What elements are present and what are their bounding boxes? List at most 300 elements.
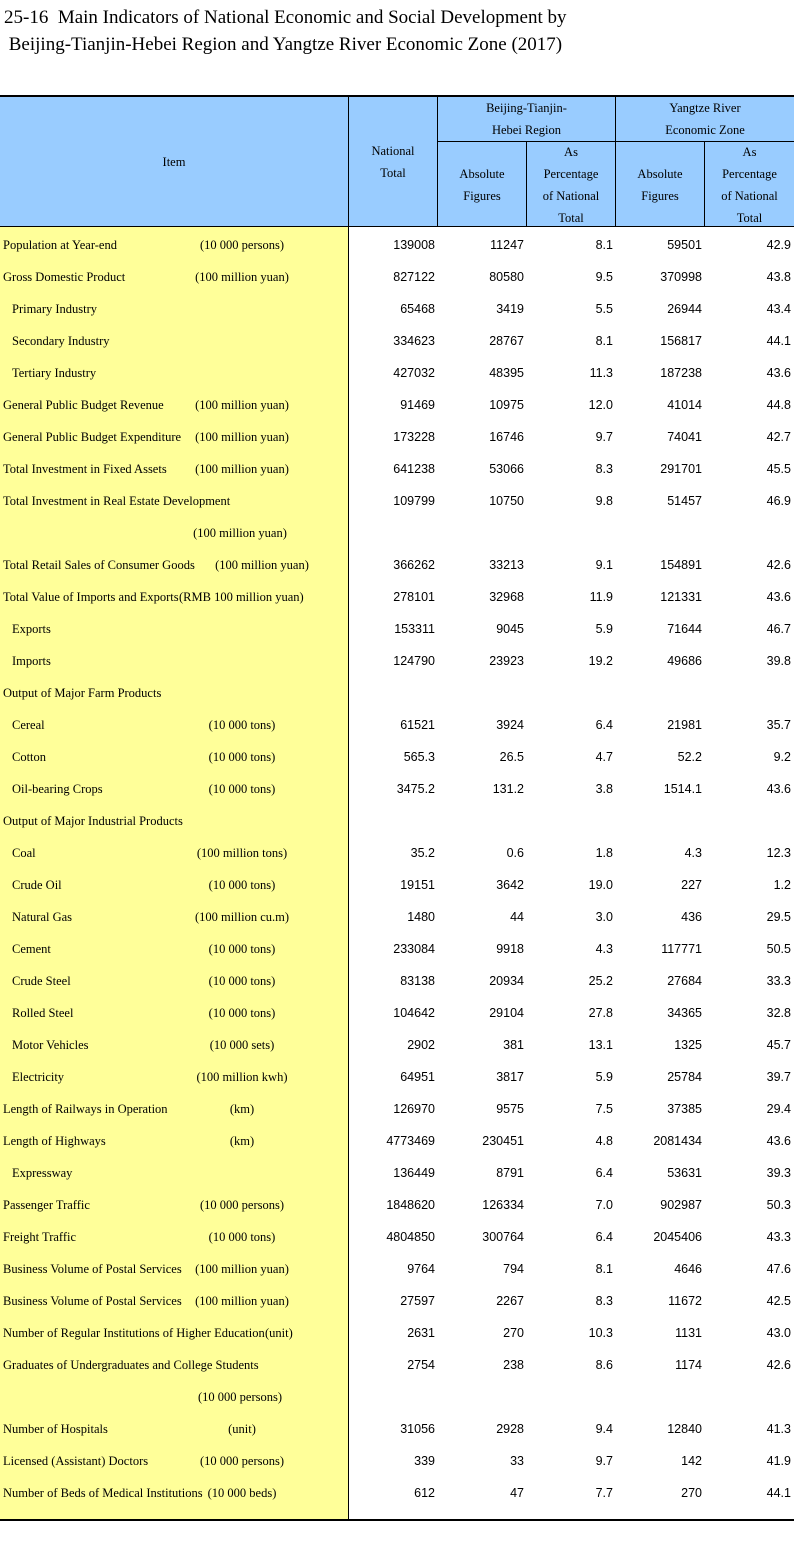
row-value: 35.2: [410, 846, 435, 860]
row-value: 142: [681, 1454, 702, 1468]
row-value: 339: [414, 1454, 435, 1468]
row-value: 9.1: [595, 558, 613, 572]
header-yangtze-absolute: Absolute Figures: [637, 166, 683, 203]
row-label: Graduates of Undergraduates and College Students: [3, 1358, 259, 1372]
row-unit: (100 million yuan): [193, 526, 287, 540]
row-value: 51457: [667, 494, 702, 508]
row-unit: (10 000 tons): [208, 878, 276, 892]
table-row: [0, 261, 794, 293]
row-value: 10975: [489, 398, 524, 412]
row-value: 300764: [482, 1230, 524, 1244]
row-unit: (100 million yuan): [195, 462, 289, 476]
row-value: 48395: [489, 366, 524, 380]
row-value: 2267: [496, 1294, 524, 1308]
row-value: 8.1: [595, 334, 613, 348]
table-row: [0, 741, 794, 773]
row-unit: (10 000 tons): [208, 750, 276, 764]
row-value: 10.3: [588, 1326, 613, 1340]
row-value: 43.8: [766, 270, 791, 284]
table-row: [0, 1157, 794, 1189]
row-label: Length of Railways in Operation: [3, 1102, 168, 1116]
row-value: 4.3: [684, 846, 702, 860]
row-value: 238: [503, 1358, 524, 1372]
row-value: 827122: [393, 270, 435, 284]
row-value: 121331: [660, 590, 702, 604]
row-value: 9.7: [595, 430, 613, 444]
row-value: 8.6: [595, 1358, 613, 1372]
row-value: 43.6: [766, 1134, 791, 1148]
row-unit: (100 million yuan): [215, 558, 309, 572]
table-title: [4, 4, 566, 58]
table-row: [0, 997, 794, 1029]
row-value: 270: [503, 1326, 524, 1340]
row-value: 2081434: [653, 1134, 702, 1148]
table-row: [0, 1125, 794, 1157]
row-value: 44.1: [766, 334, 791, 348]
table-row: [0, 549, 794, 581]
row-value: 44: [510, 910, 524, 924]
table-row: [0, 613, 794, 645]
row-value: 3475.2: [396, 782, 435, 796]
row-label: Oil-bearing Crops: [12, 782, 103, 796]
row-value: 50.3: [766, 1198, 791, 1212]
row-unit: (100 million yuan): [195, 430, 289, 444]
row-value: 43.4: [766, 302, 791, 316]
row-label: Total Retail Sales of Consumer Goods: [3, 558, 195, 572]
row-value: 4.8: [595, 1134, 613, 1148]
table-row: [0, 1189, 794, 1221]
row-value: 7.7: [595, 1486, 613, 1500]
row-value: 9.8: [595, 494, 613, 508]
table-row: [0, 357, 794, 389]
row-value: 9.7: [595, 1454, 613, 1468]
row-value: 37385: [667, 1102, 702, 1116]
row-label: Total Investment in Real Estate Development: [3, 494, 231, 508]
row-value: 5.9: [595, 1070, 613, 1084]
row-unit: (10 000 tons): [208, 718, 276, 732]
row-value: 26.5: [499, 750, 524, 764]
row-value: 1848620: [386, 1198, 435, 1212]
row-label: Gross Domestic Product: [3, 270, 126, 284]
row-label: Cereal: [12, 718, 45, 732]
row-value: 12.0: [588, 398, 613, 412]
table-row: [0, 1061, 794, 1093]
header-national-total: National Total: [371, 144, 415, 180]
row-value: 46.7: [766, 622, 791, 636]
row-value: 8.1: [595, 238, 613, 252]
row-label: Primary Industry: [12, 302, 98, 316]
row-value: 3.8: [595, 782, 613, 796]
row-value: 334623: [393, 334, 435, 348]
row-value: 104642: [393, 1006, 435, 1020]
table-row: [0, 709, 794, 741]
row-value: 59501: [667, 238, 702, 252]
row-value: 8.3: [595, 1294, 613, 1308]
row-value: 29104: [489, 1006, 524, 1020]
header-yangtze-percentage: As Percentage of National Total: [721, 144, 778, 225]
row-value: 11672: [668, 1294, 702, 1308]
row-value: 41.9: [766, 1454, 791, 1468]
row-value: 43.0: [766, 1326, 791, 1340]
row-value: 136449: [393, 1166, 435, 1180]
row-value: 156817: [660, 334, 702, 348]
row-value: 370998: [660, 270, 702, 284]
divider: [704, 142, 705, 227]
row-label: Licensed (Assistant) Doctors: [3, 1454, 149, 1468]
row-value: 126970: [393, 1102, 435, 1116]
table-row: [0, 517, 794, 549]
title-line-2: Beijing-Tianjin-Hebei Region and Yangtze River Economic Zone (2017): [4, 34, 563, 55]
row-unit: (RMB 100 million yuan): [179, 590, 304, 604]
row-value: 44.1: [766, 1486, 791, 1500]
row-unit: (10 000 persons): [199, 1198, 284, 1212]
table-row: [0, 869, 794, 901]
divider: [437, 97, 438, 227]
row-value: 80580: [489, 270, 524, 284]
row-value: 42.7: [766, 430, 791, 444]
row-label: Secondary Industry: [12, 334, 110, 348]
row-value: 4.7: [595, 750, 613, 764]
row-value: 9.4: [595, 1422, 613, 1436]
row-value: 21981: [667, 718, 702, 732]
row-value: 153311: [394, 622, 435, 636]
row-value: 43.6: [766, 590, 791, 604]
row-label: Tertiary Industry: [12, 366, 97, 380]
row-value: 612: [414, 1486, 435, 1500]
row-value: 291701: [660, 462, 702, 476]
row-value: 23923: [489, 654, 524, 668]
row-value: 7.0: [595, 1198, 613, 1212]
row-unit: (unit): [265, 1326, 293, 1340]
row-value: 25784: [667, 1070, 702, 1084]
row-value: 9764: [407, 1262, 435, 1276]
row-value: 32968: [489, 590, 524, 604]
row-label: Rolled Steel: [12, 1006, 74, 1020]
table-row: [0, 805, 794, 837]
row-unit: (100 million yuan): [195, 398, 289, 412]
row-unit: (10 000 tons): [208, 974, 276, 988]
row-value: 1131: [675, 1326, 702, 1340]
row-unit: (100 million yuan): [195, 1262, 289, 1276]
row-value: 6.4: [595, 1230, 613, 1244]
row-value: 12.3: [766, 846, 791, 860]
row-value: 19.0: [588, 878, 613, 892]
row-value: 1.8: [595, 846, 613, 860]
row-label: Population at Year-end: [3, 238, 117, 252]
row-value: 6.4: [595, 718, 613, 732]
row-value: 9.5: [595, 270, 613, 284]
table-row: [0, 485, 794, 517]
row-value: 1480: [407, 910, 435, 924]
row-value: 9575: [496, 1102, 524, 1116]
row-value: 47: [510, 1486, 524, 1500]
row-value: 53631: [667, 1166, 702, 1180]
row-value: 13.1: [588, 1038, 613, 1052]
row-label: Total Investment in Fixed Assets: [3, 462, 167, 476]
row-value: 52.2: [677, 750, 702, 764]
row-unit: (10 000 tons): [208, 942, 276, 956]
row-value: 83138: [400, 974, 435, 988]
row-label: Electricity: [12, 1070, 65, 1084]
row-value: 71644: [667, 622, 702, 636]
row-value: 7.5: [595, 1102, 613, 1116]
row-value: 10750: [489, 494, 524, 508]
table-row: [0, 421, 794, 453]
table-row: [0, 389, 794, 421]
divider: [437, 141, 794, 142]
table-row: [0, 677, 794, 709]
row-value: 230451: [482, 1134, 524, 1148]
title-line-1: 25-16 Main Indicators of National Economic and Social Development by: [4, 7, 567, 28]
table-row: [0, 645, 794, 677]
row-value: 25.2: [588, 974, 613, 988]
table-row: [0, 901, 794, 933]
row-value: 641238: [393, 462, 435, 476]
row-value: 139008: [393, 238, 435, 252]
table-row: [0, 453, 794, 485]
row-label: Expressway: [12, 1166, 73, 1180]
row-value: 8791: [496, 1166, 524, 1180]
row-value: 11247: [490, 238, 524, 252]
row-value: 1325: [674, 1038, 702, 1052]
row-value: 117771: [661, 942, 702, 956]
divider: [526, 142, 527, 227]
row-value: 28767: [489, 334, 524, 348]
row-value: 2631: [407, 1326, 435, 1340]
row-value: 3642: [496, 878, 524, 892]
row-value: 2928: [496, 1422, 524, 1436]
row-value: 270: [681, 1486, 702, 1500]
row-value: 29.4: [766, 1102, 791, 1116]
row-unit: (100 million kwh): [196, 1070, 288, 1084]
divider: [348, 97, 349, 227]
row-value: 32.8: [766, 1006, 791, 1020]
row-label: Crude Oil: [12, 878, 62, 892]
table-row: [0, 293, 794, 325]
row-label: Exports: [12, 622, 51, 636]
row-label: General Public Budget Revenue: [3, 398, 164, 412]
row-value: 3.0: [595, 910, 613, 924]
row-value: 12840: [667, 1422, 702, 1436]
row-value: 65468: [400, 302, 435, 316]
row-value: 27.8: [588, 1006, 613, 1020]
header-bth-region: Beijing-Tianjin- Hebei Region: [486, 101, 567, 137]
row-value: 45.5: [766, 462, 791, 476]
row-value: 43.3: [766, 1230, 791, 1244]
row-label: Number of Beds of Medical Institutions: [3, 1486, 203, 1500]
row-unit: (10 000 persons): [199, 238, 284, 252]
row-value: 44.8: [766, 398, 791, 412]
row-value: 126334: [482, 1198, 524, 1212]
row-label: Length of Highways: [3, 1134, 106, 1148]
row-value: 8.1: [595, 1262, 613, 1276]
row-value: 436: [681, 910, 702, 924]
row-unit: (km): [229, 1134, 255, 1148]
row-unit: (10 000 tons): [208, 1230, 276, 1244]
row-value: 3419: [496, 302, 524, 316]
table-row: [0, 1381, 794, 1413]
row-value: 131.2: [492, 782, 524, 796]
row-value: 27597: [400, 1294, 435, 1308]
row-value: 42.6: [766, 558, 791, 572]
row-value: 4804850: [386, 1230, 435, 1244]
row-unit: (10 000 tons): [208, 782, 276, 796]
table-bottom-rule: [0, 1519, 794, 1521]
row-value: 16746: [489, 430, 524, 444]
header-bth-percentage: As Percentage of National Total: [542, 144, 600, 225]
row-value: 366262: [393, 558, 435, 572]
row-value: 61521: [400, 718, 435, 732]
row-value: 74041: [667, 430, 702, 444]
row-label: Freight Traffic: [3, 1230, 77, 1244]
header-bth-absolute: Absolute Figures: [459, 166, 505, 203]
table-row: [0, 581, 794, 613]
row-value: 49686: [667, 654, 702, 668]
row-value: 43.6: [766, 782, 791, 796]
row-label: Number of Regular Institutions of Higher Education: [3, 1326, 265, 1340]
table-row: [0, 1317, 794, 1349]
row-unit: (10 000 beds): [207, 1486, 277, 1500]
row-value: 39.7: [766, 1070, 791, 1084]
row-value: 45.7: [766, 1038, 791, 1052]
row-value: 124790: [393, 654, 435, 668]
row-value: 154891: [660, 558, 702, 572]
row-value: 4.3: [595, 942, 613, 956]
row-value: 2045406: [653, 1230, 702, 1244]
table-row: [0, 325, 794, 357]
row-value: 19151: [400, 878, 435, 892]
table-row: [0, 965, 794, 997]
row-label: Crude Steel: [12, 974, 71, 988]
table-row: [0, 1477, 794, 1509]
row-unit: (100 million yuan): [195, 1294, 289, 1308]
row-unit: (100 million tons): [196, 846, 288, 860]
row-value: 41014: [667, 398, 702, 412]
row-value: 41.3: [766, 1422, 791, 1436]
row-value: 9.2: [773, 750, 791, 764]
table-row: [0, 933, 794, 965]
row-label: Cotton: [12, 750, 47, 764]
row-value: 173228: [393, 430, 435, 444]
row-label: Business Volume of Postal Services: [3, 1294, 182, 1308]
table-row: [0, 229, 794, 261]
row-value: 19.2: [588, 654, 613, 668]
row-value: 33213: [489, 558, 524, 572]
row-label: Imports: [12, 654, 51, 668]
row-value: 1.2: [773, 878, 791, 892]
table-row: [0, 1221, 794, 1253]
row-value: 5.5: [595, 302, 613, 316]
row-value: 42.9: [766, 238, 791, 252]
row-value: 109799: [393, 494, 435, 508]
row-value: 20934: [489, 974, 524, 988]
row-unit: (10 000 tons): [208, 1006, 276, 1020]
row-value: 26944: [667, 302, 702, 316]
row-value: 2754: [407, 1358, 435, 1372]
row-label: Passenger Traffic: [3, 1198, 90, 1212]
row-label: General Public Budget Expenditure: [3, 430, 182, 444]
row-value: 902987: [660, 1198, 702, 1212]
row-value: 11.9: [589, 590, 613, 604]
table-row: [0, 773, 794, 805]
table-row: [0, 1349, 794, 1381]
row-value: 1514.1: [663, 782, 702, 796]
row-value: 33.3: [766, 974, 791, 988]
row-value: 42.5: [766, 1294, 791, 1308]
row-value: 794: [503, 1262, 524, 1276]
row-unit: (100 million cu.m): [194, 910, 290, 924]
row-value: 39.3: [766, 1166, 791, 1180]
row-value: 278101: [393, 590, 435, 604]
row-value: 1174: [675, 1358, 702, 1372]
row-value: 233084: [393, 942, 435, 956]
row-value: 29.5: [766, 910, 791, 924]
row-value: 187238: [660, 366, 702, 380]
row-label: Business Volume of Postal Services: [3, 1262, 182, 1276]
table-row: [0, 1285, 794, 1317]
row-value: 0.6: [506, 846, 524, 860]
row-value: 5.9: [595, 622, 613, 636]
row-value: 381: [503, 1038, 524, 1052]
row-value: 8.3: [595, 462, 613, 476]
row-unit: (10 000 persons): [199, 1454, 284, 1468]
table-row: [0, 1253, 794, 1285]
row-label: Total Value of Imports and Exports: [3, 590, 179, 604]
row-label: Number of Hospitals: [3, 1422, 108, 1436]
row-value: 427032: [393, 366, 435, 380]
row-value: 34365: [667, 1006, 702, 1020]
table-row: [0, 1093, 794, 1125]
row-value: 46.9: [766, 494, 791, 508]
row-value: 64951: [400, 1070, 435, 1084]
divider: [615, 97, 616, 227]
row-value: 6.4: [595, 1166, 613, 1180]
row-value: 27684: [667, 974, 702, 988]
row-value: 2902: [407, 1038, 435, 1052]
row-value: 11.3: [589, 366, 613, 380]
row-label: Output of Major Farm Products: [3, 686, 162, 700]
row-unit: (km): [229, 1102, 255, 1116]
row-label: Output of Major Industrial Products: [3, 814, 183, 828]
row-value: 91469: [400, 398, 435, 412]
row-value: 3817: [496, 1070, 524, 1084]
row-unit: (100 million yuan): [195, 270, 289, 284]
row-label: Motor Vehicles: [12, 1038, 89, 1052]
header-yangtze-zone: Yangtze River Economic Zone: [665, 101, 745, 137]
table-row: [0, 1445, 794, 1477]
row-value: 53066: [489, 462, 524, 476]
table-row: [0, 1029, 794, 1061]
row-value: 50.5: [766, 942, 791, 956]
row-value: 33: [510, 1454, 524, 1468]
table-row: [0, 1413, 794, 1445]
row-value: 227: [681, 878, 702, 892]
row-value: 35.7: [766, 718, 791, 732]
row-unit: (10 000 sets): [209, 1038, 275, 1052]
row-value: 39.8: [766, 654, 791, 668]
row-value: 43.6: [766, 366, 791, 380]
row-value: 9918: [496, 942, 524, 956]
row-value: 47.6: [766, 1262, 791, 1276]
row-value: 9045: [496, 622, 524, 636]
table-row: [0, 837, 794, 869]
row-value: 4646: [674, 1262, 702, 1276]
row-label: Natural Gas: [12, 910, 73, 924]
table-header: [0, 95, 794, 227]
header-item: Item: [162, 155, 186, 169]
row-label: Coal: [12, 846, 36, 860]
row-label: Cement: [12, 942, 51, 956]
